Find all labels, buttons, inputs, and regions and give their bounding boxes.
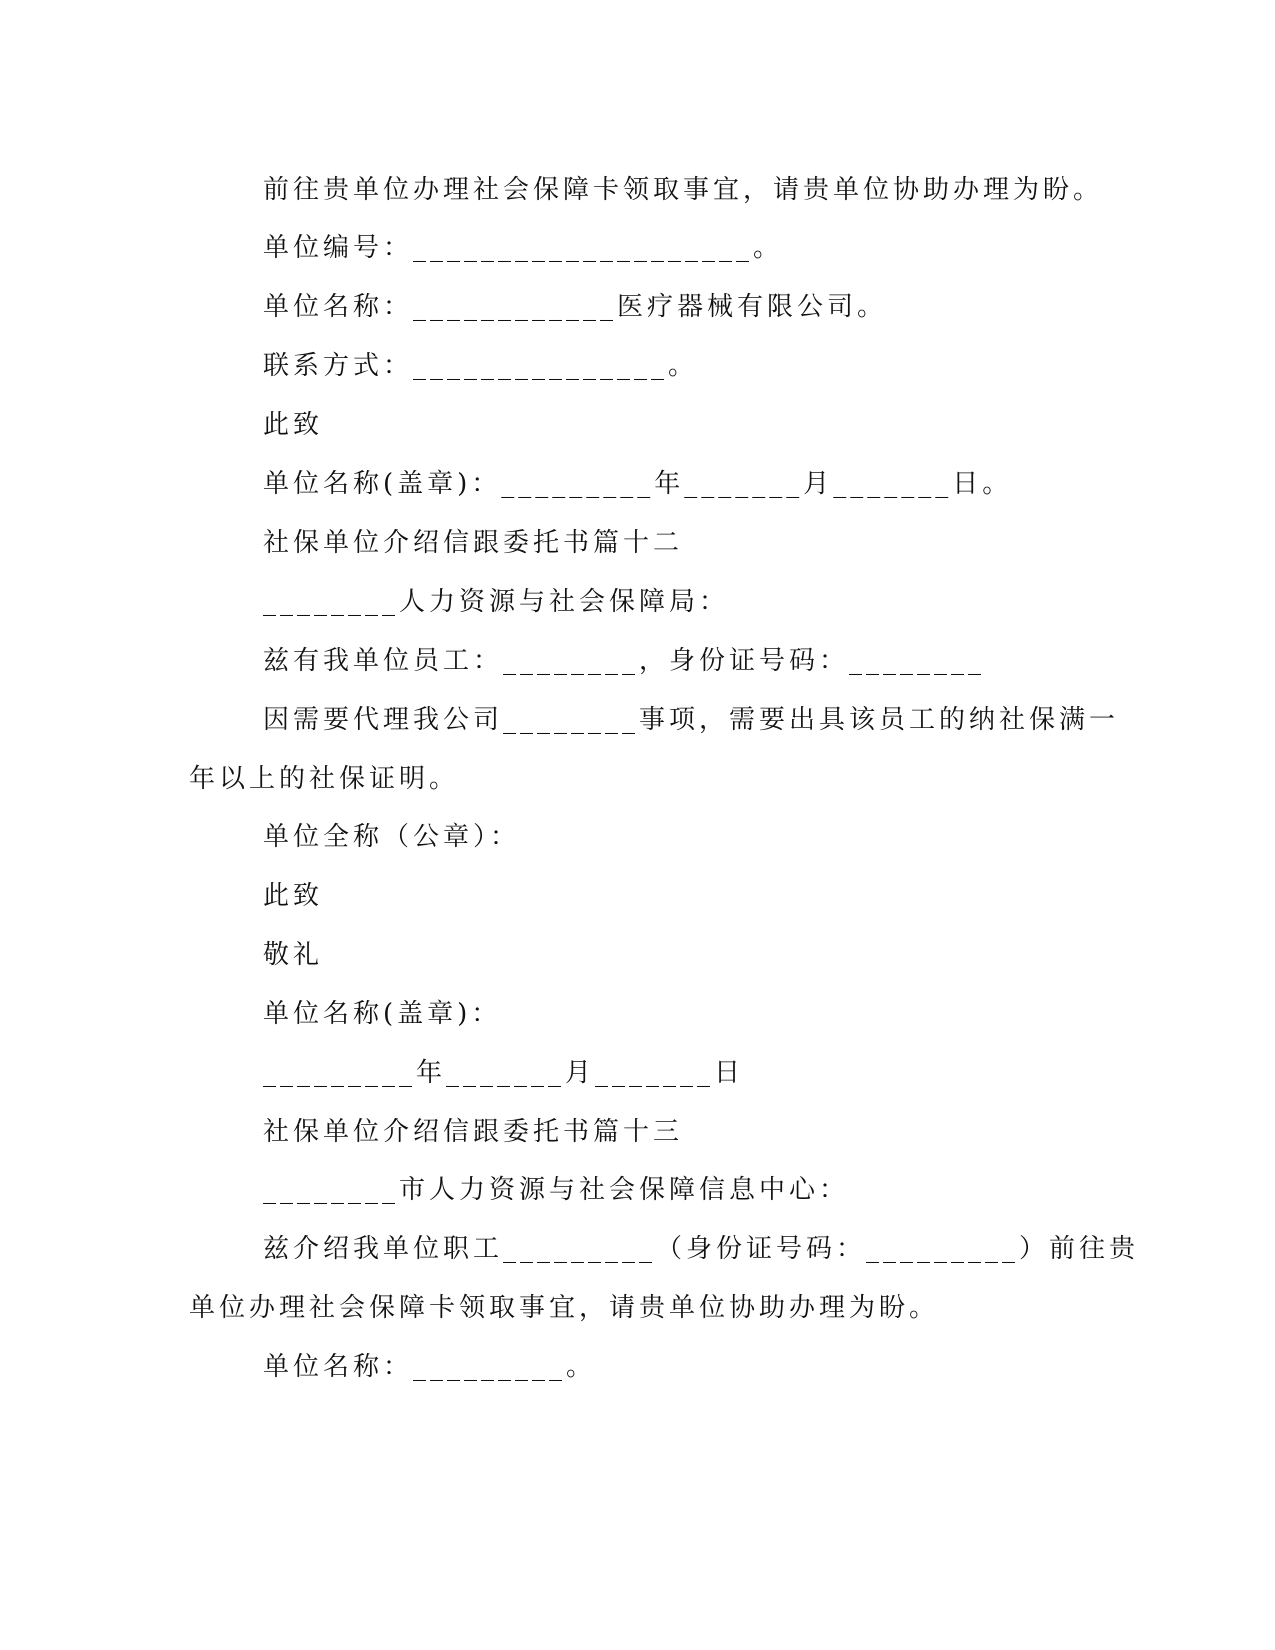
field-unit-number: 单位编号：____________________。 <box>263 233 784 263</box>
paragraph-continuation: 单位办理社会保障卡领取事宜，请贵单位协助办理为盼。 <box>189 1293 940 1323</box>
field-unit-name: 单位名称：____________医疗器械有限公司。 <box>263 292 888 322</box>
signature-line: 单位名称(盖章)： <box>263 999 502 1029</box>
paragraph-continuation: 年以上的社保证明。 <box>189 764 460 794</box>
section-heading: 社保单位介绍信跟委托书篇十三 <box>263 1117 684 1147</box>
paragraph-line: 兹有我单位员工：________，身份证号码：________ <box>263 646 986 676</box>
paragraph-line: 兹介绍我单位职工_________（身份证号码：_________）前往贵 <box>263 1234 1140 1264</box>
addressee-line: ________市人力资源与社会保障信息中心： <box>263 1175 850 1205</box>
paragraph-line: 前往贵单位办理社会保障卡领取事宜，请贵单位协助办理为盼。 <box>263 175 1104 205</box>
addressee-line: ________人力资源与社会保障局： <box>263 587 730 617</box>
closing-regards: 敬礼 <box>263 940 324 970</box>
section-heading: 社保单位介绍信跟委托书篇十二 <box>263 528 684 558</box>
field-contact: 联系方式：_______________。 <box>263 351 699 381</box>
field-unit-name: 单位名称：_________。 <box>263 1352 597 1382</box>
field-full-unit-name: 单位全称（公章）： <box>263 822 521 852</box>
date-line: _________年_______月_______日 <box>263 1058 745 1088</box>
signature-date-line: 单位名称(盖章)：_________年_______月_______日。 <box>263 469 1013 499</box>
closing-salutation: 此致 <box>263 410 324 440</box>
closing-salutation: 此致 <box>263 881 324 911</box>
paragraph-line: 因需要代理我公司________事项，需要出具该员工的纳社保满一 <box>263 705 1120 735</box>
